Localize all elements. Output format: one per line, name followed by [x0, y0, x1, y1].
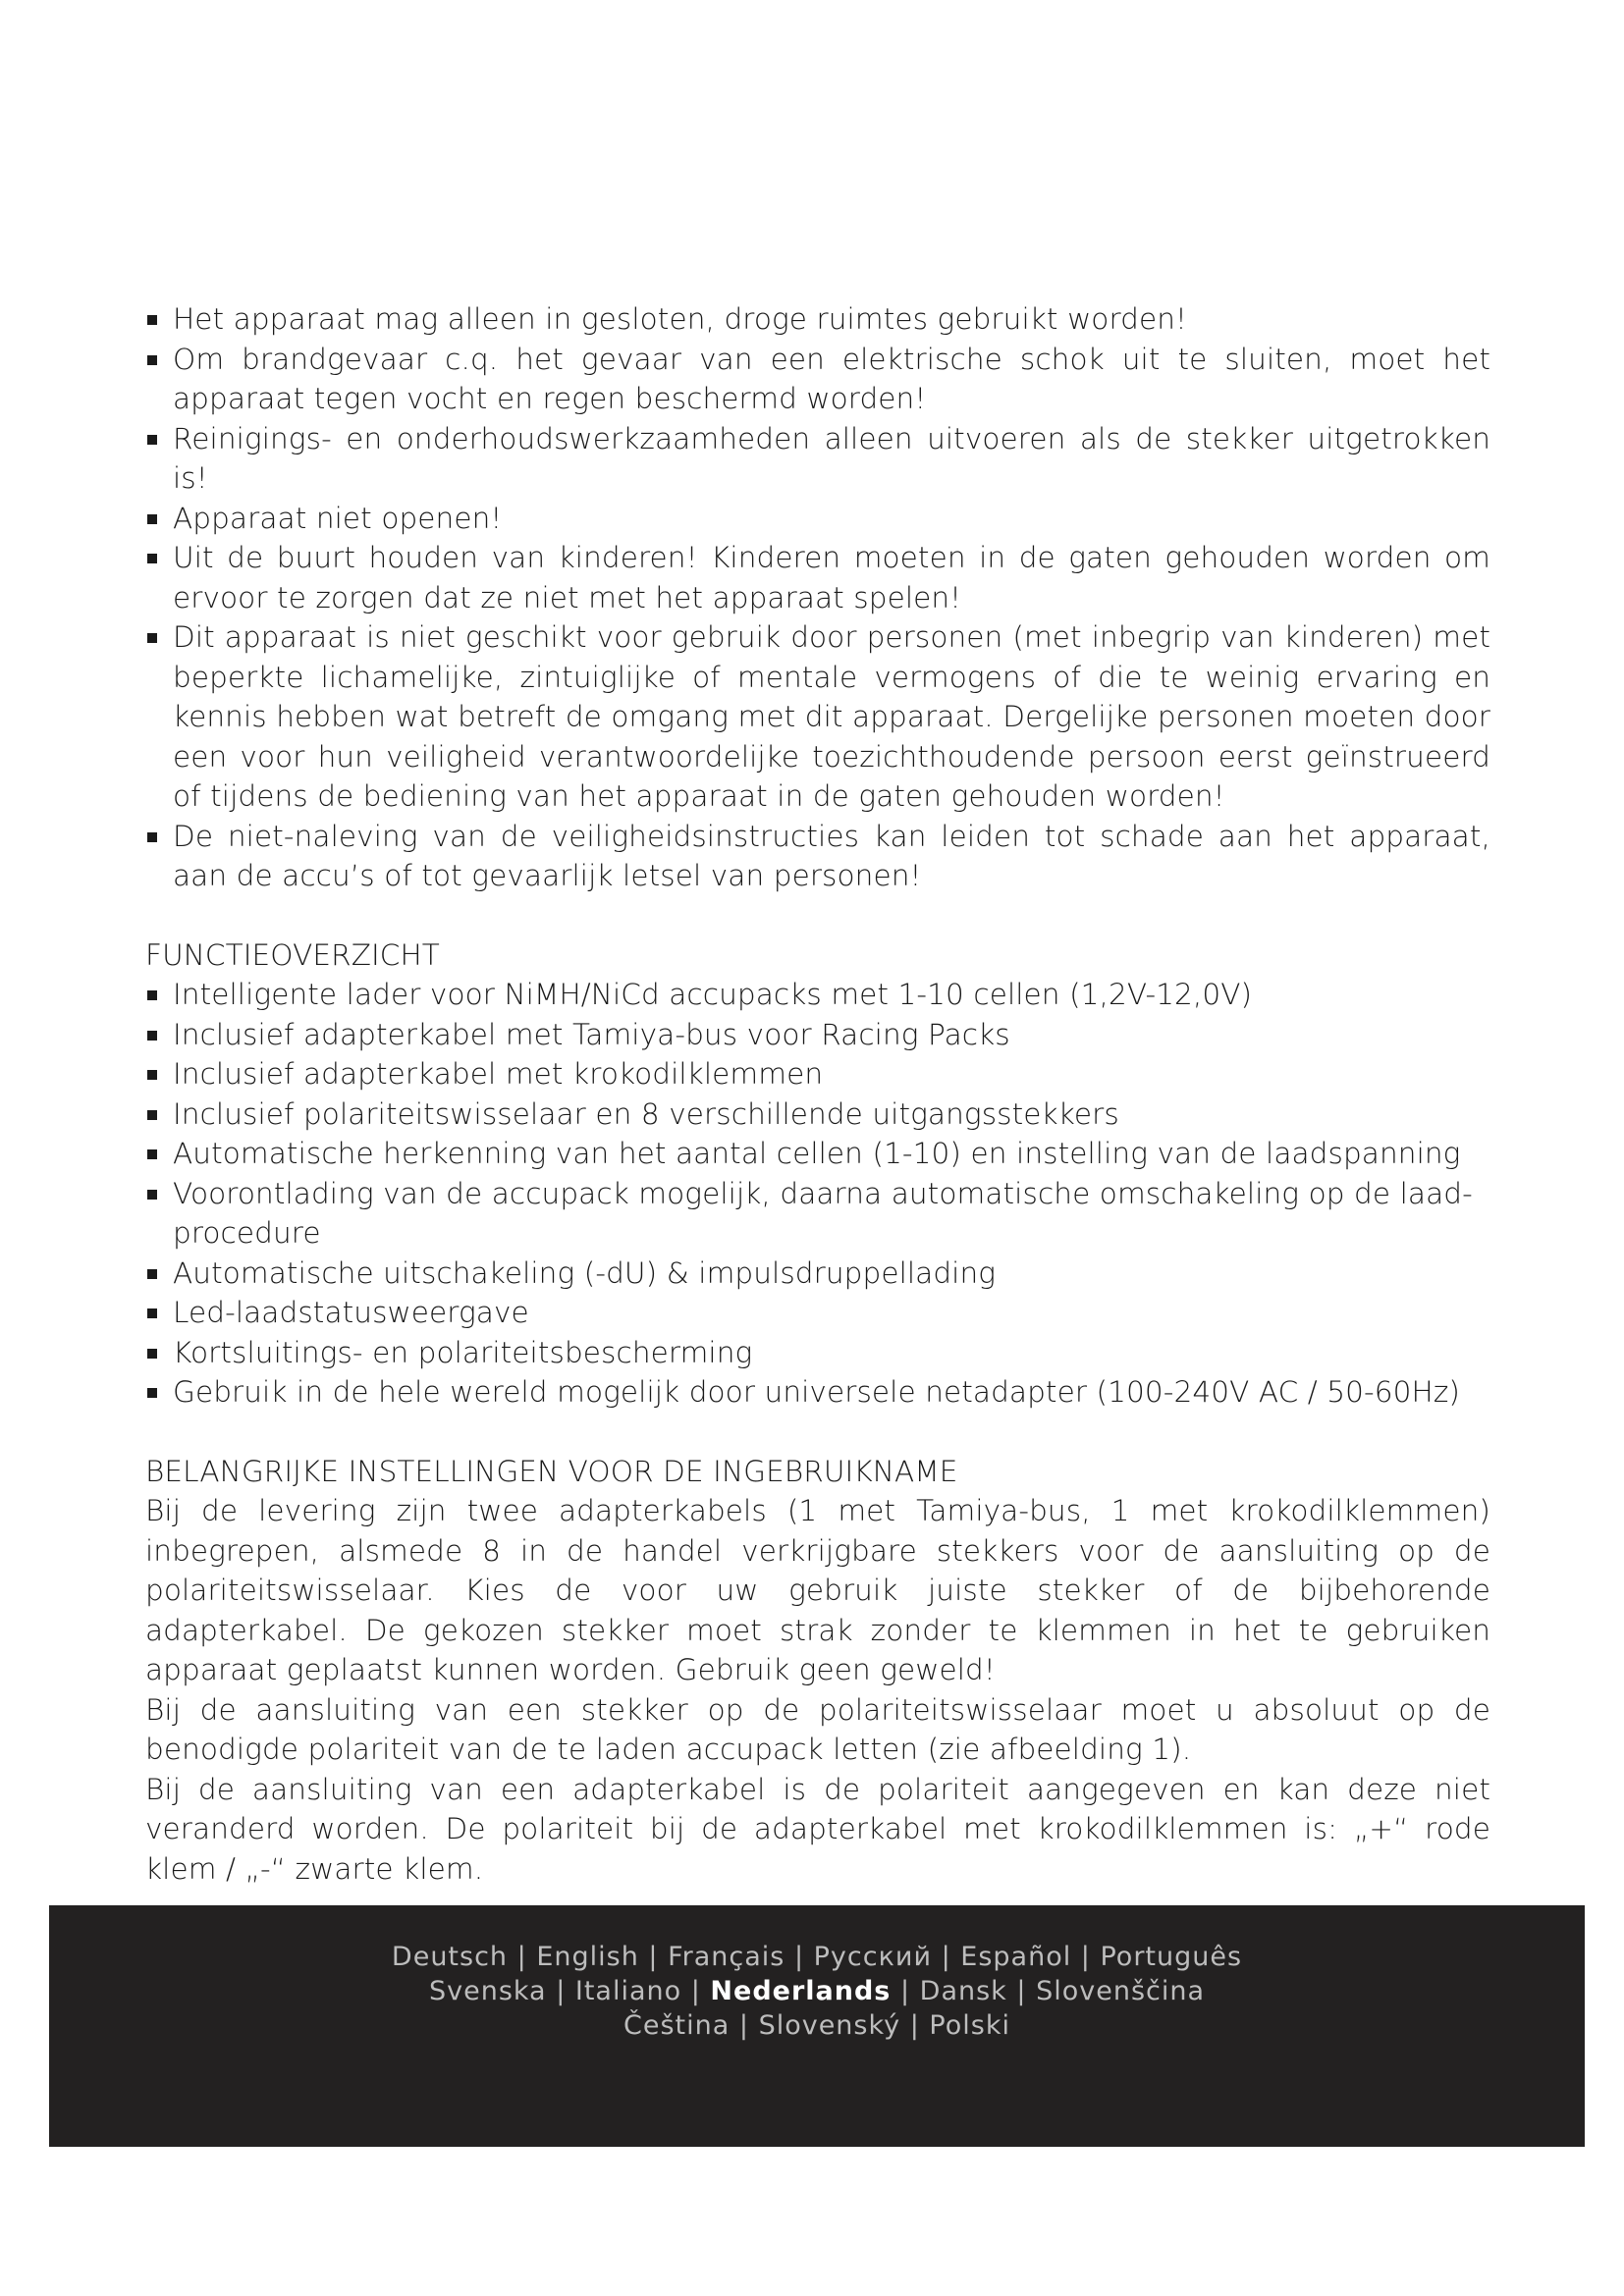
list-item: Voorontlading van de accupack mogelijk, daarna automatische omschakeling op de laad-procedure	[145, 1174, 1490, 1254]
list-item: Dit apparaat is niet geschikt voor gebruik door personen (met inbegrip van kinderen) met beperkte lichamelijke, zintuiglijke of mentale vermogens of die te weinig ervaring en kennis hebben wat betreft de omgang met dit apparaat. Dergelijke personen moeten door een voor hun veiligheid verantwoordelijke toezichthoudende persoon eerst geïnstrueerd of tijdens de bediening van het apparaat in de gaten gehouden worden!	[145, 617, 1490, 817]
language-row	[49, 1974, 1585, 2008]
language-separator: |	[1006, 1976, 1037, 2006]
square-bullet-icon	[147, 1388, 157, 1398]
square-bullet-icon	[147, 514, 157, 524]
language-link-português[interactable]: Português	[1100, 1942, 1243, 1972]
square-bullet-icon	[147, 1349, 157, 1359]
language-link-français[interactable]: Français	[668, 1942, 785, 1972]
square-bullet-icon	[147, 435, 157, 445]
language-separator: |	[900, 2010, 930, 2041]
safety-instructions-list	[145, 299, 1490, 896]
language-separator: |	[638, 1942, 669, 1972]
list-item: Kortsluitings- en polariteitsbescherming	[145, 1333, 1490, 1373]
language-separator: |	[681, 1976, 711, 2006]
list-item: Apparaat niet openen!	[145, 499, 1490, 539]
list-item: Reinigings- en onderhoudswerkzaamheden alleen uitvoeren als de stekker uitgetrokken is!	[145, 419, 1490, 499]
language-link-español[interactable]: Español	[960, 1942, 1072, 1972]
square-bullet-icon	[147, 1110, 157, 1120]
list-item: De niet-naleving van de veiligheidsinstructies kan leiden tot schade aan het apparaat, aan de accu’s of tot gevaarlijk letsel van personen!	[145, 817, 1490, 896]
list-item: Inclusief polariteitswisselaar en 8 verschillende uitgangsstekkers	[145, 1095, 1490, 1135]
square-bullet-icon	[147, 1269, 157, 1279]
settings-paragraph: Bij de levering zijn twee adapterkabels (1 met Tamiya-bus, 1 met krokodilklemmen) inbegrepen, alsmede 8 in de handel verkrijgbare stekkers voor de aansluiting op de polariteitswisselaar. Kies de voor uw gebruik juiste stekker of de bijbehorende adapterkabel. De gekozen stekker moet strak zonder te klemmen in het te gebruiken apparaat geplaatst kunnen worden. Gebruik geen geweld!	[145, 1494, 1490, 1686]
language-link-italiano[interactable]: Italiano	[574, 1976, 682, 2006]
list-item: Uit de buurt houden van kinderen! Kinderen moeten in de gaten gehouden worden om ervoor te zorgen dat ze niet met het apparaat spelen!	[145, 538, 1490, 617]
language-link-русский[interactable]: Русский	[813, 1942, 932, 1972]
language-link-nederlands[interactable]: Nederlands	[710, 1976, 892, 2006]
language-separator: |	[891, 1976, 920, 2006]
manual-page-content	[145, 299, 1490, 1889]
language-link-svenska[interactable]: Svenska	[428, 1976, 547, 2006]
list-item: Intelligente lader voor NiMH/NiCd accupacks met 1-10 cellen (1,2V-12,0V)	[145, 975, 1490, 1015]
language-row	[49, 1940, 1585, 1974]
functions-heading: FUNCTIEOVERZICHT	[145, 937, 440, 972]
language-separator: |	[730, 2010, 759, 2041]
square-bullet-icon	[147, 554, 157, 563]
square-bullet-icon	[147, 633, 157, 643]
list-item: Inclusief adapterkabel met krokodilklemmen	[145, 1054, 1490, 1095]
square-bullet-icon	[147, 832, 157, 842]
language-row	[49, 2008, 1585, 2043]
language-link-slovenščina[interactable]: Slovenščina	[1036, 1976, 1206, 2006]
square-bullet-icon	[147, 1070, 157, 1080]
list-item: Om brandgevaar c.q. het gevaar van een elektrische schok uit te sluiten, moet het apparaat tegen vocht en regen beschermd worden!	[145, 340, 1490, 419]
language-separator: |	[546, 1976, 575, 2006]
square-bullet-icon	[147, 355, 157, 365]
language-link-polski[interactable]: Polski	[929, 2010, 1010, 2041]
list-item: Inclusief adapterkabel met Tamiya-bus voor Racing Packs	[145, 1015, 1490, 1055]
language-link-slovenský[interactable]: Slovenský	[758, 2010, 901, 2041]
list-item: Automatische herkenning van het aantal cellen (1-10) en instelling van de laadspanning	[145, 1134, 1490, 1174]
square-bullet-icon	[147, 1149, 157, 1159]
list-item: Gebruik in de hele wereld mogelijk door universele netadapter (100-240V AC / 50-60Hz)	[145, 1372, 1490, 1413]
list-item: Automatische uitschakeling (-dU) & impulsdruppellading	[145, 1254, 1490, 1294]
language-link-deutsch[interactable]: Deutsch	[391, 1942, 509, 1972]
language-separator: |	[785, 1942, 814, 1972]
square-bullet-icon	[147, 1031, 157, 1041]
language-separator: |	[932, 1942, 961, 1972]
language-link-dansk[interactable]: Dansk	[919, 1976, 1007, 2006]
square-bullet-icon	[147, 990, 157, 1000]
functions-list	[145, 975, 1490, 1413]
square-bullet-icon	[147, 1308, 157, 1318]
settings-paragraph: Bij de aansluiting van een stekker op de polariteitswisselaar moet u absoluut op de benodigde polariteit van de te laden accupack letten (zie afbeelding 1).	[145, 1692, 1490, 1766]
language-link-čeština[interactable]: Čeština	[623, 2010, 731, 2041]
settings-paragraph: Bij de aansluiting van een adapterkabel is de polariteit aangegeven en kan deze niet veranderd worden. De polariteit bij de adapterkabel met krokodilklemmen is: „+“ rode klem / „-“ zwarte klem.	[145, 1772, 1490, 1886]
settings-heading: BELANGRIJKE INSTELLINGEN VOOR DE INGEBRUIKNAME	[145, 1454, 958, 1488]
language-separator: |	[1071, 1942, 1101, 1972]
language-link-english[interactable]: English	[536, 1942, 639, 1972]
square-bullet-icon	[147, 1190, 157, 1200]
square-bullet-icon	[147, 315, 157, 325]
language-selector	[49, 1940, 1585, 2043]
language-separator: |	[508, 1942, 537, 1972]
language-footer	[49, 1905, 1585, 2147]
list-item: Led-laadstatusweergave	[145, 1293, 1490, 1333]
list-item: Het apparaat mag alleen in gesloten, droge ruimtes gebruikt worden!	[145, 299, 1490, 340]
